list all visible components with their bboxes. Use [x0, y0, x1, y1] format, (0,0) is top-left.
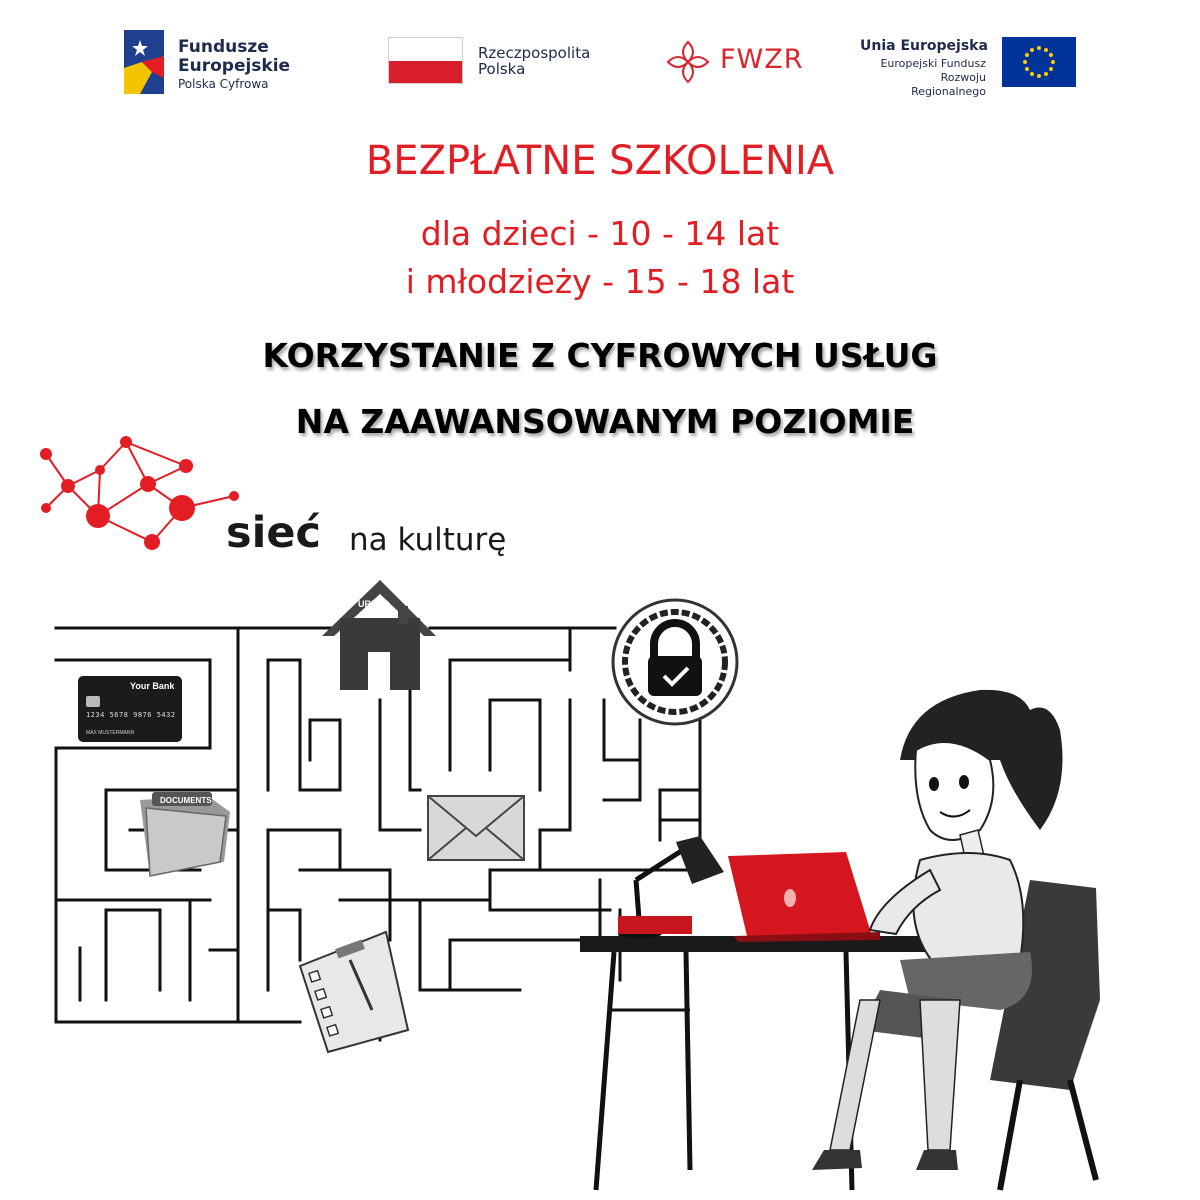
polish-flag-icon: [388, 37, 464, 85]
rzeczpospolita-text: Rzeczpospolita Polska: [478, 44, 591, 78]
card-holder: MAX MUSTERMANN: [86, 730, 135, 736]
book-stack: [618, 916, 692, 934]
folder-label: DOCUMENTS: [160, 796, 212, 805]
course-title-line-1: KORZYSTANIE Z CYFROWYCH USŁUG: [262, 336, 938, 375]
audience-line-2: i młodzieży - 15 - 18 lat: [405, 262, 795, 301]
headline: BEZPŁATNE SZKOLENIA: [365, 138, 835, 184]
card-bank-label: Your Bank: [130, 681, 175, 691]
envelope-icon: [428, 796, 524, 860]
ue-title: Unia Europejska: [860, 38, 988, 54]
brand-bold: sieć: [226, 508, 321, 558]
checklist-icon: [300, 932, 408, 1052]
card-number: 1234 5678 9876 5432: [86, 711, 176, 719]
audience-line-1: dla dzieci - 10 - 14 lat: [420, 214, 780, 253]
fundusze-subtitle: Polska Cyfrowa: [178, 77, 269, 91]
house-icon: [322, 580, 436, 690]
course-title-line-2: NA ZAAWANSOWANYM POZIOMIE: [295, 402, 915, 441]
eu-flag-icon: [1002, 37, 1076, 87]
brand-rest: na kulturę: [349, 522, 507, 558]
house-label: URZĄD: [358, 599, 390, 609]
laptop-icon: [728, 852, 880, 942]
network-molecule-icon: [30, 430, 250, 560]
lock-icon: [613, 600, 737, 724]
fwzr-flower-icon: [662, 38, 714, 86]
maze-illustration: [0, 560, 1200, 1200]
fundusze-europejskie-logo-icon: [122, 28, 172, 96]
fundusze-title: Fundusze Europejskie: [178, 37, 291, 76]
ue-subtitle: Europejski Fundusz Rozwoju Regionalnego: [880, 57, 986, 98]
fwzr-text: FWZR: [720, 44, 804, 75]
